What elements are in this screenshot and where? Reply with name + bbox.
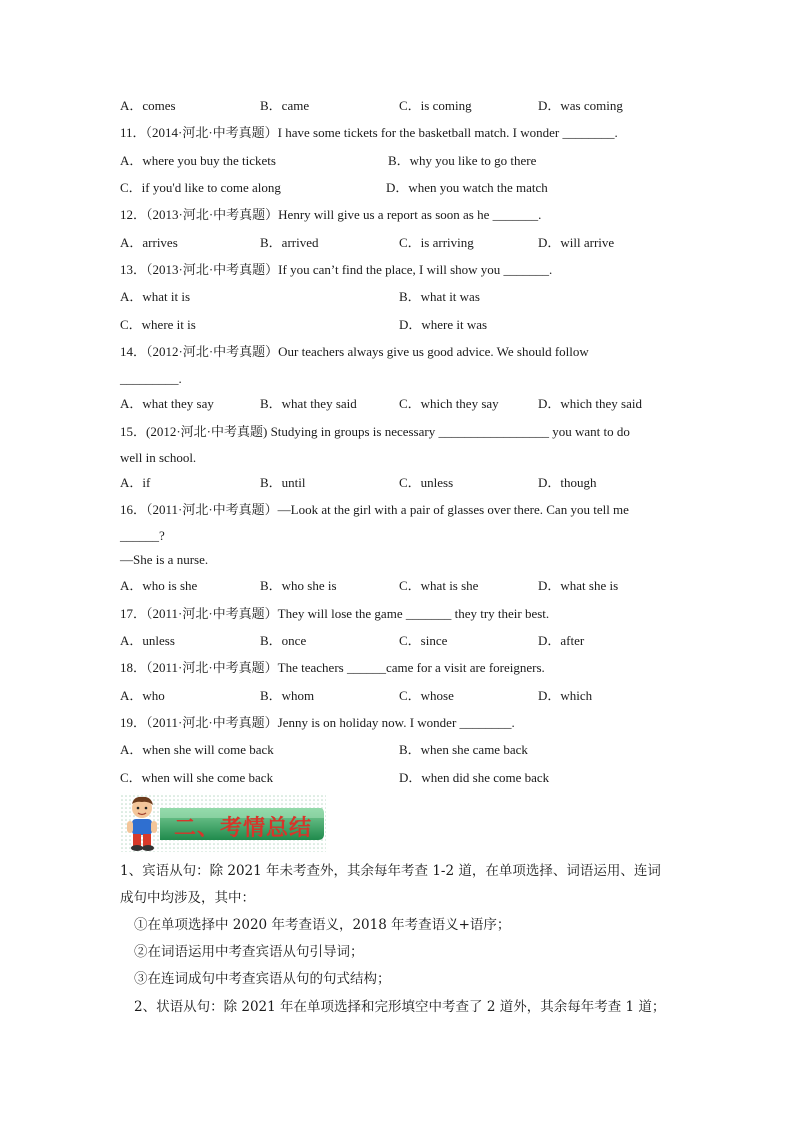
q13-option-d[interactable]: D．where it was <box>399 317 488 332</box>
q17-option-c[interactable]: C．since <box>399 633 448 648</box>
q19-option-a[interactable]: A．when she will come back <box>120 742 274 757</box>
q18-option-a[interactable]: A．who <box>120 688 165 703</box>
q19-option-b[interactable]: B．when she came back <box>399 742 528 757</box>
summary-p1-line2: 成句中均涉及，其中： <box>120 890 255 906</box>
q14-stem-line2: _________. <box>120 371 182 386</box>
q17-option-b[interactable]: B．once <box>260 633 307 648</box>
q18-stem: 18．（2011·河北·中考真题）The teachers ______came for a visit are foreigners. <box>120 660 545 675</box>
section-banner <box>120 794 326 852</box>
q15-stem-line2: well in school. <box>120 450 197 465</box>
q13-option-b[interactable]: B．what it was <box>399 289 480 304</box>
q13-option-c[interactable]: C．where it is <box>120 317 196 332</box>
q19-stem: 19．（2011·河北·中考真题）Jenny is on holiday now. I wonder ________. <box>120 715 515 730</box>
q14-option-c[interactable]: C．which they say <box>399 396 499 411</box>
q17-stem: 17．（2011·河北·中考真题）They will lose the game _______ they try their best. <box>120 606 550 621</box>
summary-item-3: ③在连词成句中考查宾语从句的句式结构； <box>134 971 391 987</box>
q14-option-b[interactable]: B．what they said <box>260 396 357 411</box>
q16-stem-line3: —She is a nurse. <box>120 552 209 567</box>
q15-option-b[interactable]: B．until <box>260 475 306 490</box>
boy-mascot-icon <box>120 794 164 852</box>
q12-stem: 12．（2013·河北·中考真题）Henry will give us a report as soon as he _______. <box>120 207 542 222</box>
q16-option-a[interactable]: A．who is she <box>120 578 198 593</box>
q15-option-c[interactable]: C．unless <box>399 475 454 490</box>
q17-option-a[interactable]: A．unless <box>120 633 175 648</box>
q15-option-a[interactable]: A．if <box>120 475 151 490</box>
q11-option-c[interactable]: C．if you'd like to come along <box>120 180 281 195</box>
q18-option-d[interactable]: D．which <box>538 688 593 703</box>
q10-option-b[interactable]: B．came <box>260 98 310 113</box>
q10-option-d[interactable]: D．was coming <box>538 98 623 113</box>
q17-option-d[interactable]: D．after <box>538 633 585 648</box>
q19-option-d[interactable]: D．when did she come back <box>399 770 550 785</box>
q16-stem-line1: 16．（2011·河北·中考真题）—Look at the girl with a pair of glasses over there. Can you tell me <box>120 502 629 517</box>
q11-option-b[interactable]: B．why you like to go there <box>388 153 537 168</box>
q19-option-c[interactable]: C．when will she come back <box>120 770 274 785</box>
q16-option-c[interactable]: C．what is she <box>399 578 479 593</box>
q11-option-d[interactable]: D．when you watch the match <box>386 180 548 195</box>
q16-stem-line2: ______? <box>120 528 165 543</box>
q13-stem: 13．（2013·河北·中考真题）If you can’t find the place, I will show you _______. <box>120 262 553 277</box>
summary-item-1: ①在单项选择中 2020 年考查语义，2018 年考查语义+语序； <box>134 917 511 933</box>
q12-option-c[interactable]: C．is arriving <box>399 235 474 250</box>
q14-stem-line1: 14．（2012·河北·中考真题）Our teachers always give us good advice. We should follow <box>120 344 589 359</box>
q14-option-a[interactable]: A．what they say <box>120 396 214 411</box>
q15-stem-line1: 15．(2012·河北·中考真题) Studying in groups is necessary _________________ you want to do <box>120 424 630 439</box>
q18-option-c[interactable]: C．whose <box>399 688 454 703</box>
q16-option-d[interactable]: D．what she is <box>538 578 619 593</box>
summary-p1-line1: 1、宾语从句：除 2021 年未考查外，其余每年考查 1-2 道，在单项选择、词语运用、连词 <box>120 863 661 879</box>
q16-option-b[interactable]: B．who she is <box>260 578 337 593</box>
q12-option-d[interactable]: D．will arrive <box>538 235 615 250</box>
q18-option-b[interactable]: B．whom <box>260 688 315 703</box>
q10-option-a[interactable]: A．comes <box>120 98 176 113</box>
q10-option-c[interactable]: C．is coming <box>399 98 472 113</box>
q14-option-d[interactable]: D．which they said <box>538 396 642 411</box>
q11-stem: 11．（2014·河北·中考真题）I have some tickets for the basketball match. I wonder ________. <box>120 125 618 140</box>
q12-option-b[interactable]: B．arrived <box>260 235 319 250</box>
summary-p2: 2、状语从句：除 2021 年在单项选择和完形填空中考查了 2 道外，其余每年考查 1 道； <box>134 999 666 1015</box>
banner-title: 二、考情总结 <box>174 816 313 841</box>
q13-option-a[interactable]: A．what it is <box>120 289 191 304</box>
q11-option-a[interactable]: A．where you buy the tickets <box>120 153 276 168</box>
summary-item-2: ②在词语运用中考查宾语从句引导词； <box>134 944 364 960</box>
q12-option-a[interactable]: A．arrives <box>120 235 178 250</box>
q15-option-d[interactable]: D．though <box>538 475 597 490</box>
